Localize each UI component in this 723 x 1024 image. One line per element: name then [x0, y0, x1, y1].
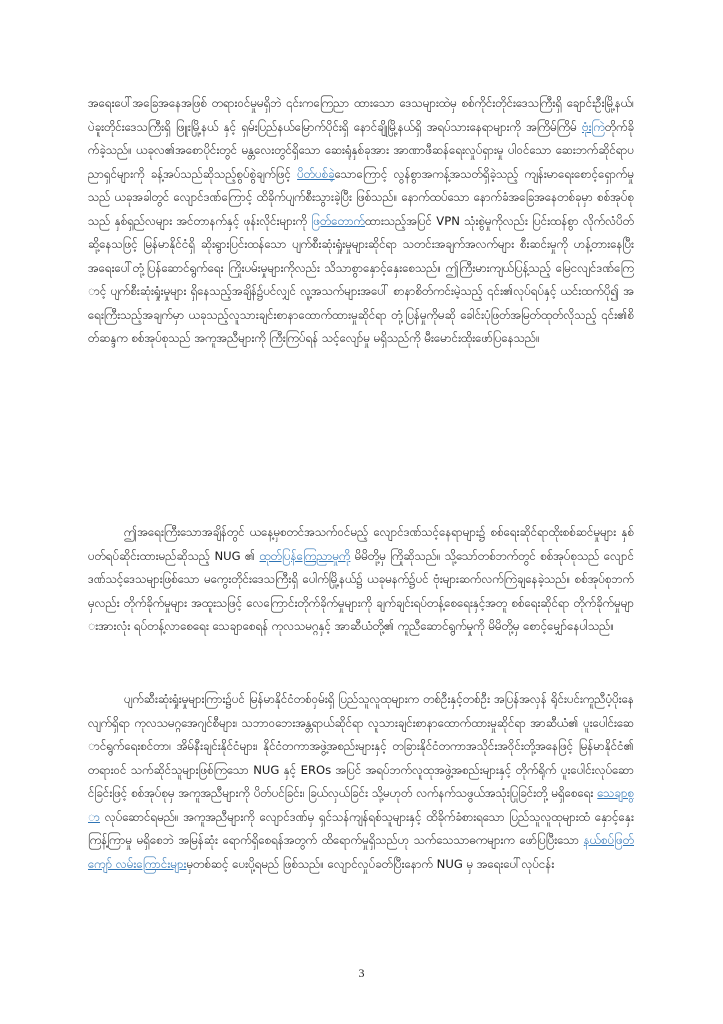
paragraph-1-text-4: ထားသည့်အပြင် VPN သုံးစွဲမှုကိုလည်း ပြင်းထန်စွာ လိုက်လံပိတ်ဆို့နေသဖြင့် မြန်မာနိုင်ငံရှိ ဆိုးရွားပြင်းထန်သော ပျက်စီးဆုံးရှုံးမှုများဆိုင်ရာ သတင်းအချက်အလက်များ စီးဆင်းမှုကို ဟန့်တားနေပြီး အရေးပေါ်တုံ့ပြန်ဆောင်ရွက်ရေး ကြိုးပမ်းမှုများကိုလည်း သိသာစွာနှောင့်နှေးစေသည်။ ဤကြီးမားကျယ်ပြန့်သည့် မြေငလျင်ဒဏ်ကြောင့် ပျက်စီးဆုံးရှုံးမှုများ ရှိနေသည့်အချိန်၌ပင်လျှင် လူ့အသက်များအပေါ် စာနာစိတ်ကင်းမဲ့သည့် ၎င်း၏လုပ်ရပ်နှင့် ယင်းထက်ပို၍ အရေးကြီးသည့်အချက်မှာ ယခုသည့်လူသားချင်းစာနာထောက်ထားမှုဆိုင်ရာ တုံ့ပြန်မှုကိုမဆို ခေါင်းပုံဖြတ်အမြတ်ထုတ်လိုသည့် ၎င်း၏စိတ်ဆန္ဒက စစ်အုပ်စုသည် အကူအညီများကို ကြီးကြပ်ရန် သင့်လျော်မှု မရှိသည်ကို မီးမောင်းထိုးဖော်ပြနေသည်။ — [88, 213, 634, 345]
paragraph-2 — [88, 521, 634, 663]
paragraph-1-text-3: သောကြောင့် လွန်စွာအကန့်အသတ်ရှိခဲ့သည့် ကျန်းမာရေးစောင့်ရှောက်မှုသည် ယခုအခါတွင် လျောင်ဒဏ်ကြောင့် ထိခိုက်ပျက်စီးသွားခဲ့ပြီး ဖြစ်သည်။ နောက်ထပ်သော နောက်ခံအခြေအနေတစ်ခုမှာ စစ်အုပ်စုသည် နှစ်ရှည်လများ အင်တာနက်နှင့် ဖုန်းလိုင်းများကို — [88, 166, 634, 228]
link-hospital-closure[interactable]: ပိတ်ပစ်ခဲ့ — [297, 166, 335, 181]
link-nug-announcement[interactable]: ထုတ်ပြန်ကြေညာမှုကို — [259, 548, 351, 563]
link-bombing[interactable]: ဗုံးကြဲ — [581, 119, 605, 134]
link-ensure[interactable]: သေချာစွာ — [88, 786, 634, 824]
paragraph-1 — [88, 92, 634, 492]
paragraph-3-text-3: မှတစ်ဆင့် ပေးပို့ရမည် ဖြစ်သည်။ လျောင်လှုပ်ခတ်ပြီးနောက် NUG မှ အရေးပေါ်လုပ်ငန်း — [186, 856, 555, 871]
link-internet-shutdown[interactable]: ဖြတ်တောက် — [311, 213, 365, 228]
paragraph-1-text-2: တိုက်ခိုက်ခဲ့သည်။ ယခုလ၏အစောပိုင်းတွင် မန္တလေးတွင်ရှိသော ဆေးရုံနှစ်ခုအား အာဏာဖီဆန်ရေးလှုပ်ရှားမှု ပါဝင်သော ဆေးဘက်ဆိုင်ရာပညာရှင်များကို ခန့်အပ်သည်ဆိုသည့်စွပ်စွဲချက်ဖြင့် — [88, 119, 634, 181]
page-number: 3 — [358, 966, 365, 980]
paragraph-3-text-2: လုပ်ဆောင်ရမည်။ အကူအညီများကို လျောင်ဒဏ်မှ ရှင်သန်ကျန်ရစ်သူများနှင့် ထိခိုက်ခံစားရသော ပြည်သူလူထုများထံ နှောင့်နှေးကြန့်ကြာမှု မရှိစေဘဲ အမြန်ဆုံး ရောက်ရှိစေရန်အတွက် ထိရောက်မှုရှိသည်ဟု သက်သေသာဓကများက ဖော်ပြပြီးသော — [88, 809, 634, 847]
paragraph-3-text-1: ပျက်ဆီးဆုံးရှုံးမှုများကြား၌ပင် မြန်မာနိုင်ငံတစ်ဝှမ်းရှိ ပြည်သူလူထုများက တစ်ဦးနှင့်တစ်ဦး အပြန်အလှန် ရိုင်းပင်းကူညီပံ့ပိုးနေလျက်ရှိရာ ကုလသမဂ္ဂအေဂျင်စီများ၊ သဘာဝဘေးအန္တရာယ်ဆိုင်ရာ လူသားချင်းစာနာထောက်ထားမှုဆိုင်ရာ အာဆီယံ၏ ပူးပေါင်းဆောင်ရွက်ရေးစင်တာ၊ အိမ်နီးချင်းနိုင်ငံများ၊ နိုင်ငံတကာအဖွဲ့အစည်းများနှင့် တခြားနိုင်ငံတကာအသိုင်းအဝိုင်းတို့အနေဖြင့် မြန်မာနိုင်ငံ၏ တရားဝင် သက်ဆိုင်သူများဖြစ်ကြသော NUG နှင့် EROs အပြင် အရပ်ဘက်လူထုအဖွဲ့အစည်းများနှင့် တိုက်ရိုက် ပူးပေါင်းလုပ်ဆောင်ခြင်းဖြင့် စစ်အုပ်စုမှ အကူအညီများကို ပိတ်ပင်ခြင်း၊ ခြယ်လှယ်ခြင်း သို့မဟုတ် လက်နက်သဖွယ်အသုံးပြုခြင်းတို့ မရှိစေရေး — [88, 692, 634, 800]
paragraph-3 — [88, 688, 634, 948]
paragraph-1-text-1: အရေးပေါ်အခြေအနေအဖြစ် တရားဝင်မှုမရှိဘဲ ၎င်းကကြေညာ ထားသော ဒေသများထဲမှ စစ်ကိုင်းတိုင်းဒေသကြီးရှိ ချောင်းဦးမြို့နယ်၊ ပဲခူးတိုင်းဒေသကြီးရှိ ဖြူးမြို့နယ် နှင့် ရှမ်းပြည်နယ်မြောက်ပိုင်းရှိ နောင်ချိုမြို့နယ်ရှိ အရပ်သားနေရာများကို အကြိမ်ကြိမ် — [88, 96, 634, 134]
link-cross-border-routes[interactable]: နယ်စပ်ဖြတ်ကျော် လမ်းကြောင်းများ — [88, 833, 634, 871]
paragraph-2-text-2: မိမိတို့မှ ကြိုဆိုသည်။ သို့သော်တစ်ဘက်တွင် စစ်အုပ်စုသည် လျောင်ဒဏ်သင့်ဒေသများဖြစ်သော မကွေးတိုင်းဒေသကြီးရှိ ပေါက်မြို့နယ်၌ ယခုမနက်၌ပင် ဗုံးများဆက်လက်ကြဲချနေခဲ့သည်။ စစ်အုပ်စုဘက်မှလည်း တိုက်ခိုက်မှုများ အထူးသဖြင့် လေကြောင်းတိုက်ခိုက်မှုများကို ချက်ချင်းရပ်တန့်စေရေးနှင့်အတူ စစ်ရေးဆိုင်ရာ တိုက်ခိုက်မှုများအားလုံး ရပ်တန့်လာစေရေး သေချာစေရန် ကုလသမဂ္ဂနှင့် အာဆီယံတို့၏ ကူညီဆောင်ရွက်မှုကို မိမိတို့မှ စောင့်မျှော်နေပါသည်။ — [88, 548, 634, 633]
paragraph-2-text-1: ဤအရေးကြီးသောအချိန်တွင် ယနေ့မှစတင်အသက်ဝင်မည့် လျောင်ဒဏ်သင့်နေရာများ၌ စစ်ရေးဆိုင်ရာထိုးစစ်ဆင်မှုများ နှစ်ပတ်ရပ်ဆိုင်းထားမည်ဆိုသည့် NUG ၏ — [88, 525, 634, 563]
